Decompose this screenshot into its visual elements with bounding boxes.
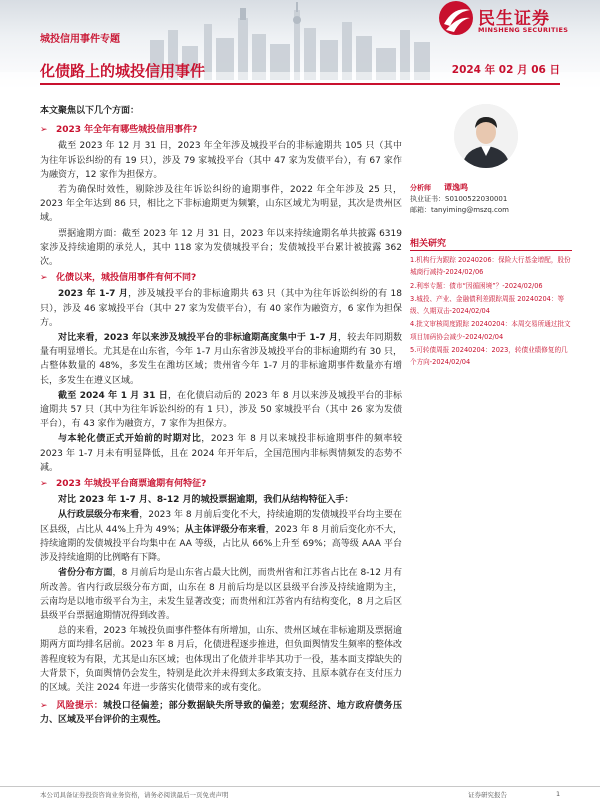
paragraph: 若为确保时效性，剔除涉及往年诉讼纠纷的逾期事件，2022 年全年涉及 25 只，2023 年全年达到 86 只，相比之下非标逾期更为频繁，山东区域尤为明显，其次是贵州区域。 (40, 185, 402, 224)
header-divider (40, 83, 560, 85)
section-heading: ➢ 化债以来，城投信用事件有何不同? (40, 271, 402, 285)
paragraph: 对比来看，2023 年以来涉及城投平台的非标逾期高度集中于 1-7 月，较去年同期数量有明显增长。尤其是在山东省，今年 1-7 月山东省涉及城投平台的非标逾期约有 30 只，占整体数量的 48%，多发生在潍坊区域；贵州省今年 1-7 月的非标逾期事件数量亦有增长，多发生在遵义区域。 (40, 333, 402, 386)
arrow-icon: ➢ (40, 701, 48, 712)
related-link[interactable]: 4.批文审核周度跟踪 20240204：本周交易所通过批文项目加码协会减少-2024/02/04 (410, 320, 571, 341)
main-content (40, 104, 402, 729)
paragraph: 与本轮化债正式开始前的时期对比，2023 年 8 月以来城投非标逾期事件的频率较 2023 年 1-7 月未有明显降低，且在 2024 年开年后，全国范围内非标舆情频发的态势不减。 (40, 434, 402, 473)
related-divider (410, 250, 572, 251)
intro-text: 本文聚焦以下几个方面： (40, 106, 140, 116)
analyst-info: 分析师 谭逸鸣 执业证书：S0100522030001 邮箱：tanyiming@mszq.com (410, 183, 509, 214)
paragraph: 截至 2023 年 12 月 31 日，2023 年全年涉及城投平台的非标逾期共 105 只（其中为往年诉讼纠纷的有 19 只），涉及 79 家城投平台（其中 47 家为发债平台），有 67 家作为融资方，12 家作为担保方。 (40, 141, 402, 180)
analyst-name: 谭逸鸣 (444, 183, 468, 192)
logo-cn: 民生证券 (478, 9, 550, 29)
related-link[interactable]: 2.利率专题：债市“因循困境”？-2024/02/06 (410, 281, 543, 290)
paragraph: 2023 年 1-7 月，涉及城投平台的非标逾期共 63 只（其中为往年诉讼纠纷的有 18 只），涉及 46 家城投平台（其中 27 家为发债平台），有 40 家作为融资方，6 家作为担保方。 (40, 289, 402, 328)
related-link[interactable]: 3.城投、产业、金融债利差跟踪周报 20240204：等级、久期双击-2024/02/04 (410, 294, 565, 316)
report-date: 2024 年 02 月 06 日 (451, 64, 560, 76)
footer-label: 证券研究报告 (468, 791, 507, 799)
paragraph: 省份分布方面，8 月前后均是山东省占最大比例，而贵州省和江苏省占比在 8-12 月有所改善。省内行政层级分布方面，山东在 8 月前后均是以区县级平台涉及持续逾期为主，云南均是以地市级平台为主，未发生显著改变；而贵州和江苏省内有结构变化，8 月之后区县级平台票据逾期情况得到改善。 (40, 568, 402, 621)
section-heading: ➢ 2023 年城投平台商票逾期有何特征? (40, 477, 402, 491)
logo-en: MINSHENG SECURITIES (478, 26, 569, 34)
paragraph: 票据逾期方面：截至 2023 年 12 月 31 日，2023 年以来持续逾期名单共披露 6319 家涉及持续逾期的承兑人，其中 118 家为发债城投平台；发债城投平台累计被披露 362 次。 (40, 228, 402, 268)
page-title: 化债路上的城投信用事件 (40, 62, 206, 80)
paragraph: 从行政层级分布来看，2023 年 8 月前后变化不大，持续逾期的发债城投平台均主要在区县级，占比从 44%上升为 49%；从主体评级分布来看，2023 年 8 月前后变化亦不大，持续逾期的发债城投平台均集中在 AA 等级，占比从 66%上升至 69%；高等级 AAA 平台涉及持续逾期的比例略有下降。 (40, 510, 402, 564)
arrow-icon: ➢ (40, 125, 48, 136)
series-label: 城投信用事件专题 (40, 34, 120, 45)
arrow-icon: ➢ (40, 273, 48, 284)
paragraph: 截至 2024 年 1 月 31 日，在化债启动后的 2023 年 8 月以来涉及城投平台的非标逾期共 57 只（其中为往年诉讼纠纷的有 1 只），涉及 50 家城投平台（其中 26 家为发债平台），有 43 家作为融资方，7 家作为担保方。 (40, 390, 403, 430)
arrow-icon: ➢ (40, 479, 48, 490)
risk-warning: ➢ 风险提示：城投口径偏差；部分数据缺失所导致的偏差；宏观经济、地方政府债务压力、区域及平台评价的主观性。 (40, 701, 402, 726)
footer-disclaimer: 本公司具备证券投资咨询业务资格，请务必阅读最后一页免责声明 (40, 791, 229, 799)
analyst-photo (454, 104, 518, 168)
email-link[interactable]: tanyiming@mszq.com (431, 206, 509, 214)
related-list (410, 254, 572, 370)
related-title: 相关研究 (410, 239, 447, 249)
paragraph: 对比 2023 年 1-7 月、8-12 月的城投票据逾期，我们从结构特征入手： (58, 495, 354, 506)
footer-divider (0, 786, 600, 787)
related-link[interactable]: 5.可转债周报 20240204：2023，转债业绩修复的几个方向-2024/02/04 (410, 346, 568, 367)
related-link[interactable]: 1.机构行为跟踪 20240206：保险大行基金增配，股份城商行减持-2024/02/06 (410, 256, 571, 277)
page-number: 1 (556, 790, 561, 798)
section-heading: ➢ 2023 年全年有哪些城投信用事件? (40, 123, 402, 137)
paragraph: 总的来看，2023 年城投负面事件整体有所增加，山东、贵州区域在非标逾期及票据逾期两方面均排名居前。2023 年 8 月后，化债进程逐步推进，但负面舆情发生频率的整体改善程度较为有限，尤其是山东区域；也体现出了化债并非毕其功于一役，基本面支撑缺失的大背景下，负面舆情仍会发生，特别是此次并未得到太多政策支持、且原本就存在支付压力的区域。关注 2024 年进一步落实化债带来的或有变化。 (40, 626, 402, 693)
